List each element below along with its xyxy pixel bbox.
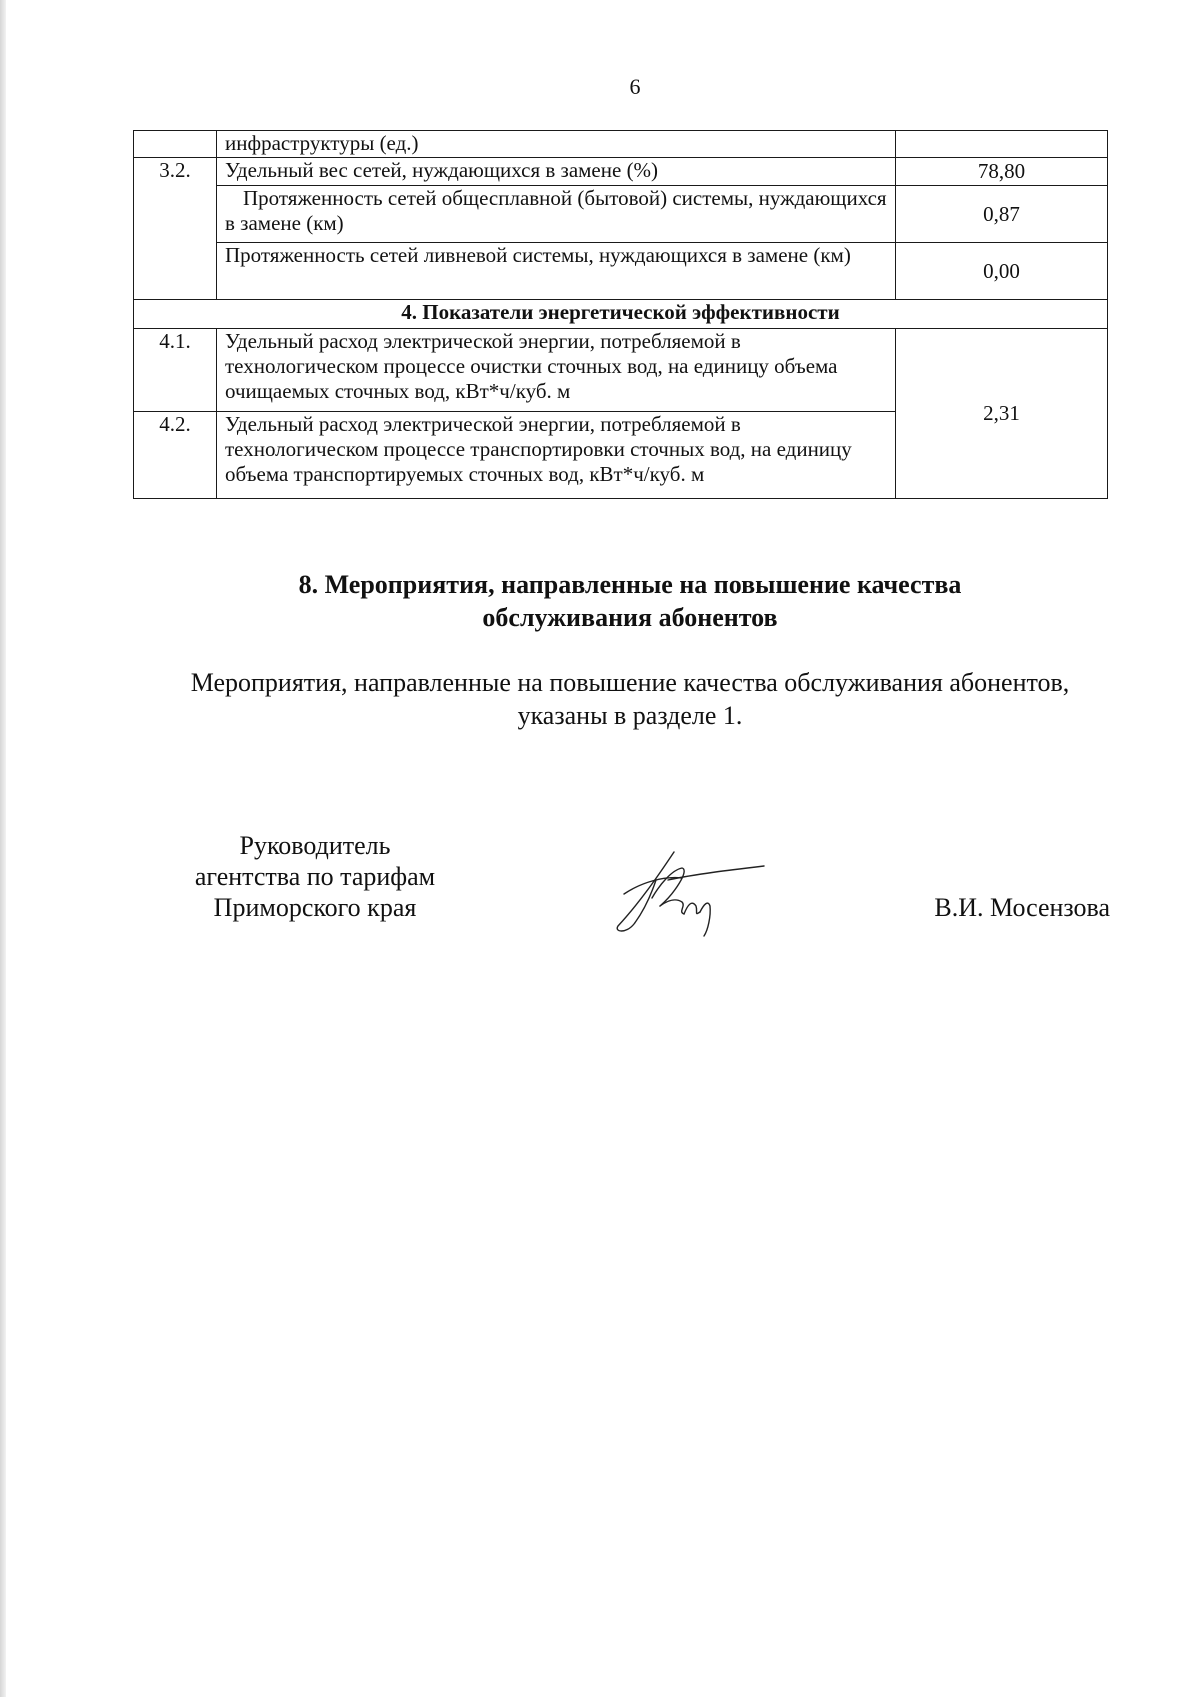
row-number: 3.2. — [134, 158, 217, 300]
table-row — [134, 158, 1108, 186]
row-value: 0,87 — [896, 186, 1108, 243]
handwritten-signature — [612, 840, 772, 940]
page-number: 6 — [629, 74, 641, 99]
row-text: Удельный расход электрической энергии, потребляемой в технологическом процессе очистки сточных вод, на единицу объема очищаемых сточных вод, кВт*ч/куб. м — [217, 329, 896, 412]
row-text: Протяженность сетей ливневой системы, нуждающихся в замене (км) — [217, 243, 896, 300]
row-value: 2,31 — [896, 329, 1108, 499]
table-section-row — [134, 300, 1108, 329]
row-value — [896, 131, 1108, 158]
scan-edge — [0, 0, 6, 1697]
row-text: инфраструктуры (ед.) — [217, 131, 896, 158]
row-value: 78,80 — [896, 158, 1108, 186]
signatory-position-line: агентства по тарифам — [194, 862, 436, 891]
row-value: 0,00 — [896, 243, 1108, 300]
signatory-position — [160, 830, 470, 923]
table-row — [134, 243, 1108, 300]
indicators-table — [133, 130, 1108, 499]
signatory-position-line: Приморского края — [213, 893, 417, 922]
section-8-title-line: обслуживания абонентов — [482, 603, 778, 632]
signatory-name: В.И. Мосензова — [934, 893, 1110, 922]
row-number: 4.1. — [134, 329, 217, 412]
row-number: 4.2. — [134, 412, 217, 499]
signatory-position-line: Руководитель — [239, 831, 391, 860]
section-8-text-line: указаны в разделе 1. — [517, 701, 743, 730]
section-8-title — [0, 568, 1200, 634]
table-row — [134, 329, 1108, 412]
section-8-text — [0, 666, 1200, 732]
row-number — [134, 131, 217, 158]
row-text: Удельный вес сетей, нуждающихся в замене (%) — [217, 158, 896, 186]
row-text: Протяженность сетей общесплавной (бытовой) системы, нуждающихся в замене (км) — [217, 186, 896, 243]
section-8-text-line: Мероприятия, направленные на повышение качества обслуживания абонентов, — [190, 668, 1070, 697]
section-8-title-line: 8. Мероприятия, направленные на повышение качества — [298, 570, 962, 599]
section-heading: 4. Показатели энергетической эффективности — [134, 300, 1108, 329]
table-row — [134, 131, 1108, 158]
table-row — [134, 186, 1108, 243]
row-text: Удельный расход электрической энергии, потребляемой в технологическом процессе транспортировки сточных вод, на единицу объема транспортируемых сточных вод, кВт*ч/куб. м — [217, 412, 896, 499]
